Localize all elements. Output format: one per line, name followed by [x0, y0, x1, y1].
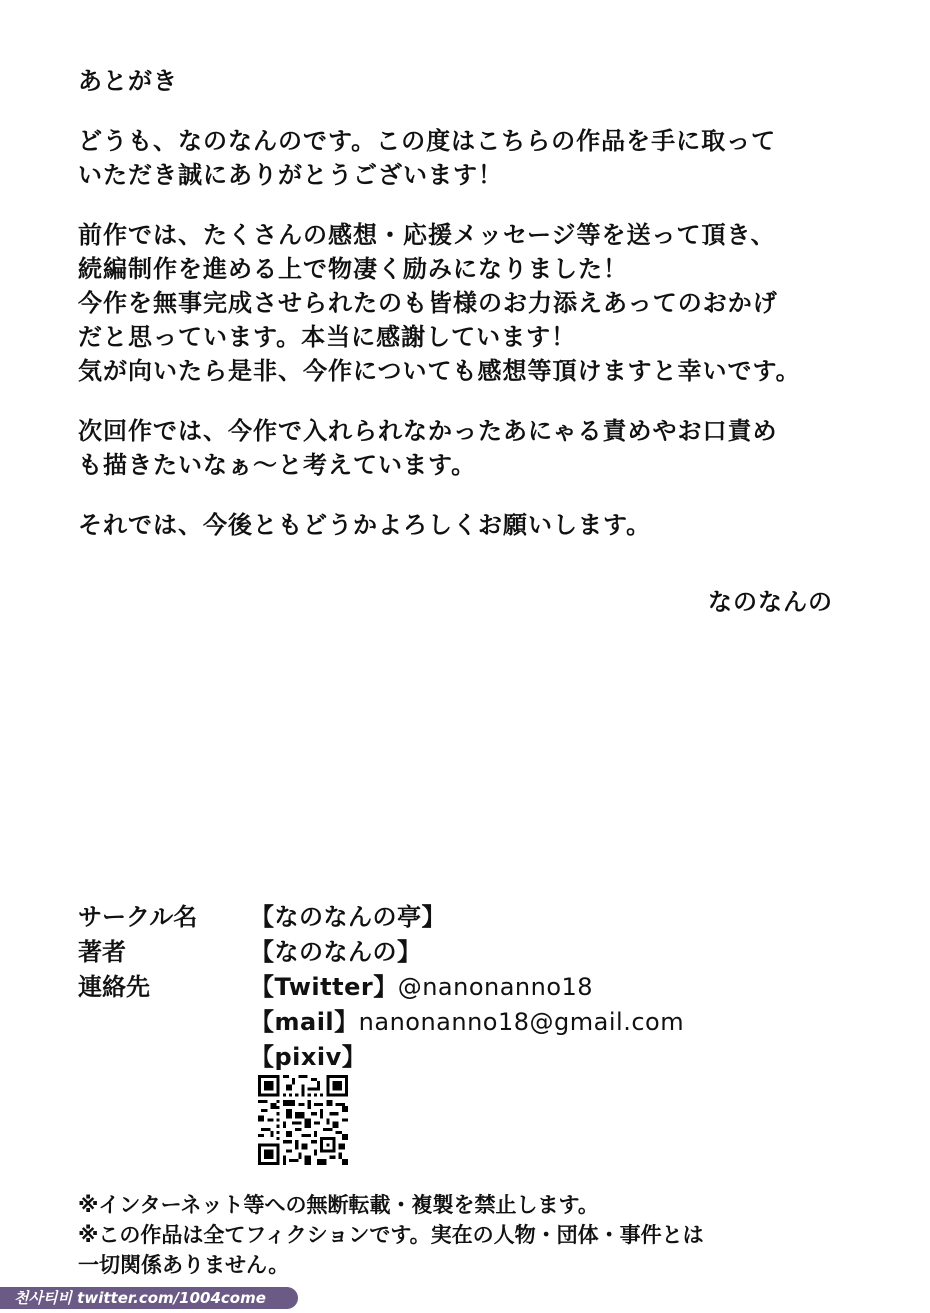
afterword-line: 前作では、たくさんの感想・応援メッセージ等を送って頂き、	[78, 221, 776, 249]
qr-code-icon[interactable]	[258, 1075, 348, 1165]
afterword-line: いただき誠にありがとうございます！	[78, 161, 503, 189]
afterword-line: 次回作では、今作で入れられなかったあにゃる責めやお口責め	[78, 417, 778, 445]
author-signature: なのなんの	[708, 588, 833, 616]
afterword-line: 続編制作を進める上で物凄く励みになりました！	[78, 255, 628, 283]
afterword-paragraph-1	[78, 124, 878, 192]
author-value: 【なのなんの】	[250, 938, 422, 966]
afterword-line: どうも、なのなんのです。この度はこちらの作品を手に取って	[78, 127, 777, 155]
credit-row-author	[78, 935, 898, 970]
mail-tag: 【mail】	[250, 1008, 359, 1036]
afterword-line: それでは、今後ともどうかよろしくお願いします。	[78, 511, 652, 539]
afterword-line: 今作を無事完成させられたのも皆様のお力添えあってのおかげ	[78, 289, 778, 317]
twitter-handle-link[interactable]: @nanonanno18	[397, 973, 594, 1001]
note-no-reproduction: ※インターネット等への無断転載・複製を禁止します。	[78, 1193, 599, 1217]
afterword-line: だと思っています。本当に感謝しています！	[78, 323, 577, 351]
pixiv-tag: 【pixiv】	[250, 1043, 367, 1071]
author-label: 著者	[78, 938, 126, 966]
afterword-line: も描きたいなぁ～と考えています。	[78, 451, 477, 479]
credit-row-contact-pixiv	[78, 1040, 898, 1075]
note-fiction-disclaimer-continued: 一切関係ありません。	[78, 1253, 290, 1277]
afterword-body	[78, 64, 878, 542]
contact-label: 連絡先	[78, 973, 150, 1001]
afterword-paragraph-2	[78, 218, 878, 388]
circle-name-value: 【なのなんの亭】	[250, 903, 446, 931]
credits-block	[78, 900, 898, 1075]
afterword-line: 気が向いたら是非、今作についても感想等頂けますと幸いです。	[78, 357, 801, 385]
afterword-paragraph-4	[78, 508, 878, 542]
note-fiction-disclaimer: ※この作品は全てフィクションです。実在の人物・団体・事件とは	[78, 1223, 704, 1247]
credit-row-contact-mail	[78, 1005, 898, 1040]
afterword-title: あとがき	[78, 67, 178, 95]
circle-name-label: サークル名	[78, 903, 198, 931]
afterword-paragraph-3	[78, 414, 878, 482]
watermark-banner: 천사티비 twitter.com/1004come	[0, 1287, 298, 1309]
legal-notes	[78, 1190, 704, 1280]
mail-address-link[interactable]: nanonanno18@gmail.com	[358, 1008, 685, 1036]
credit-row-contact-twitter	[78, 970, 898, 1005]
mail-contact	[250, 1005, 684, 1040]
twitter-tag: 【Twitter】	[250, 973, 398, 1001]
credit-row-circle	[78, 900, 898, 935]
twitter-contact	[250, 970, 593, 1005]
